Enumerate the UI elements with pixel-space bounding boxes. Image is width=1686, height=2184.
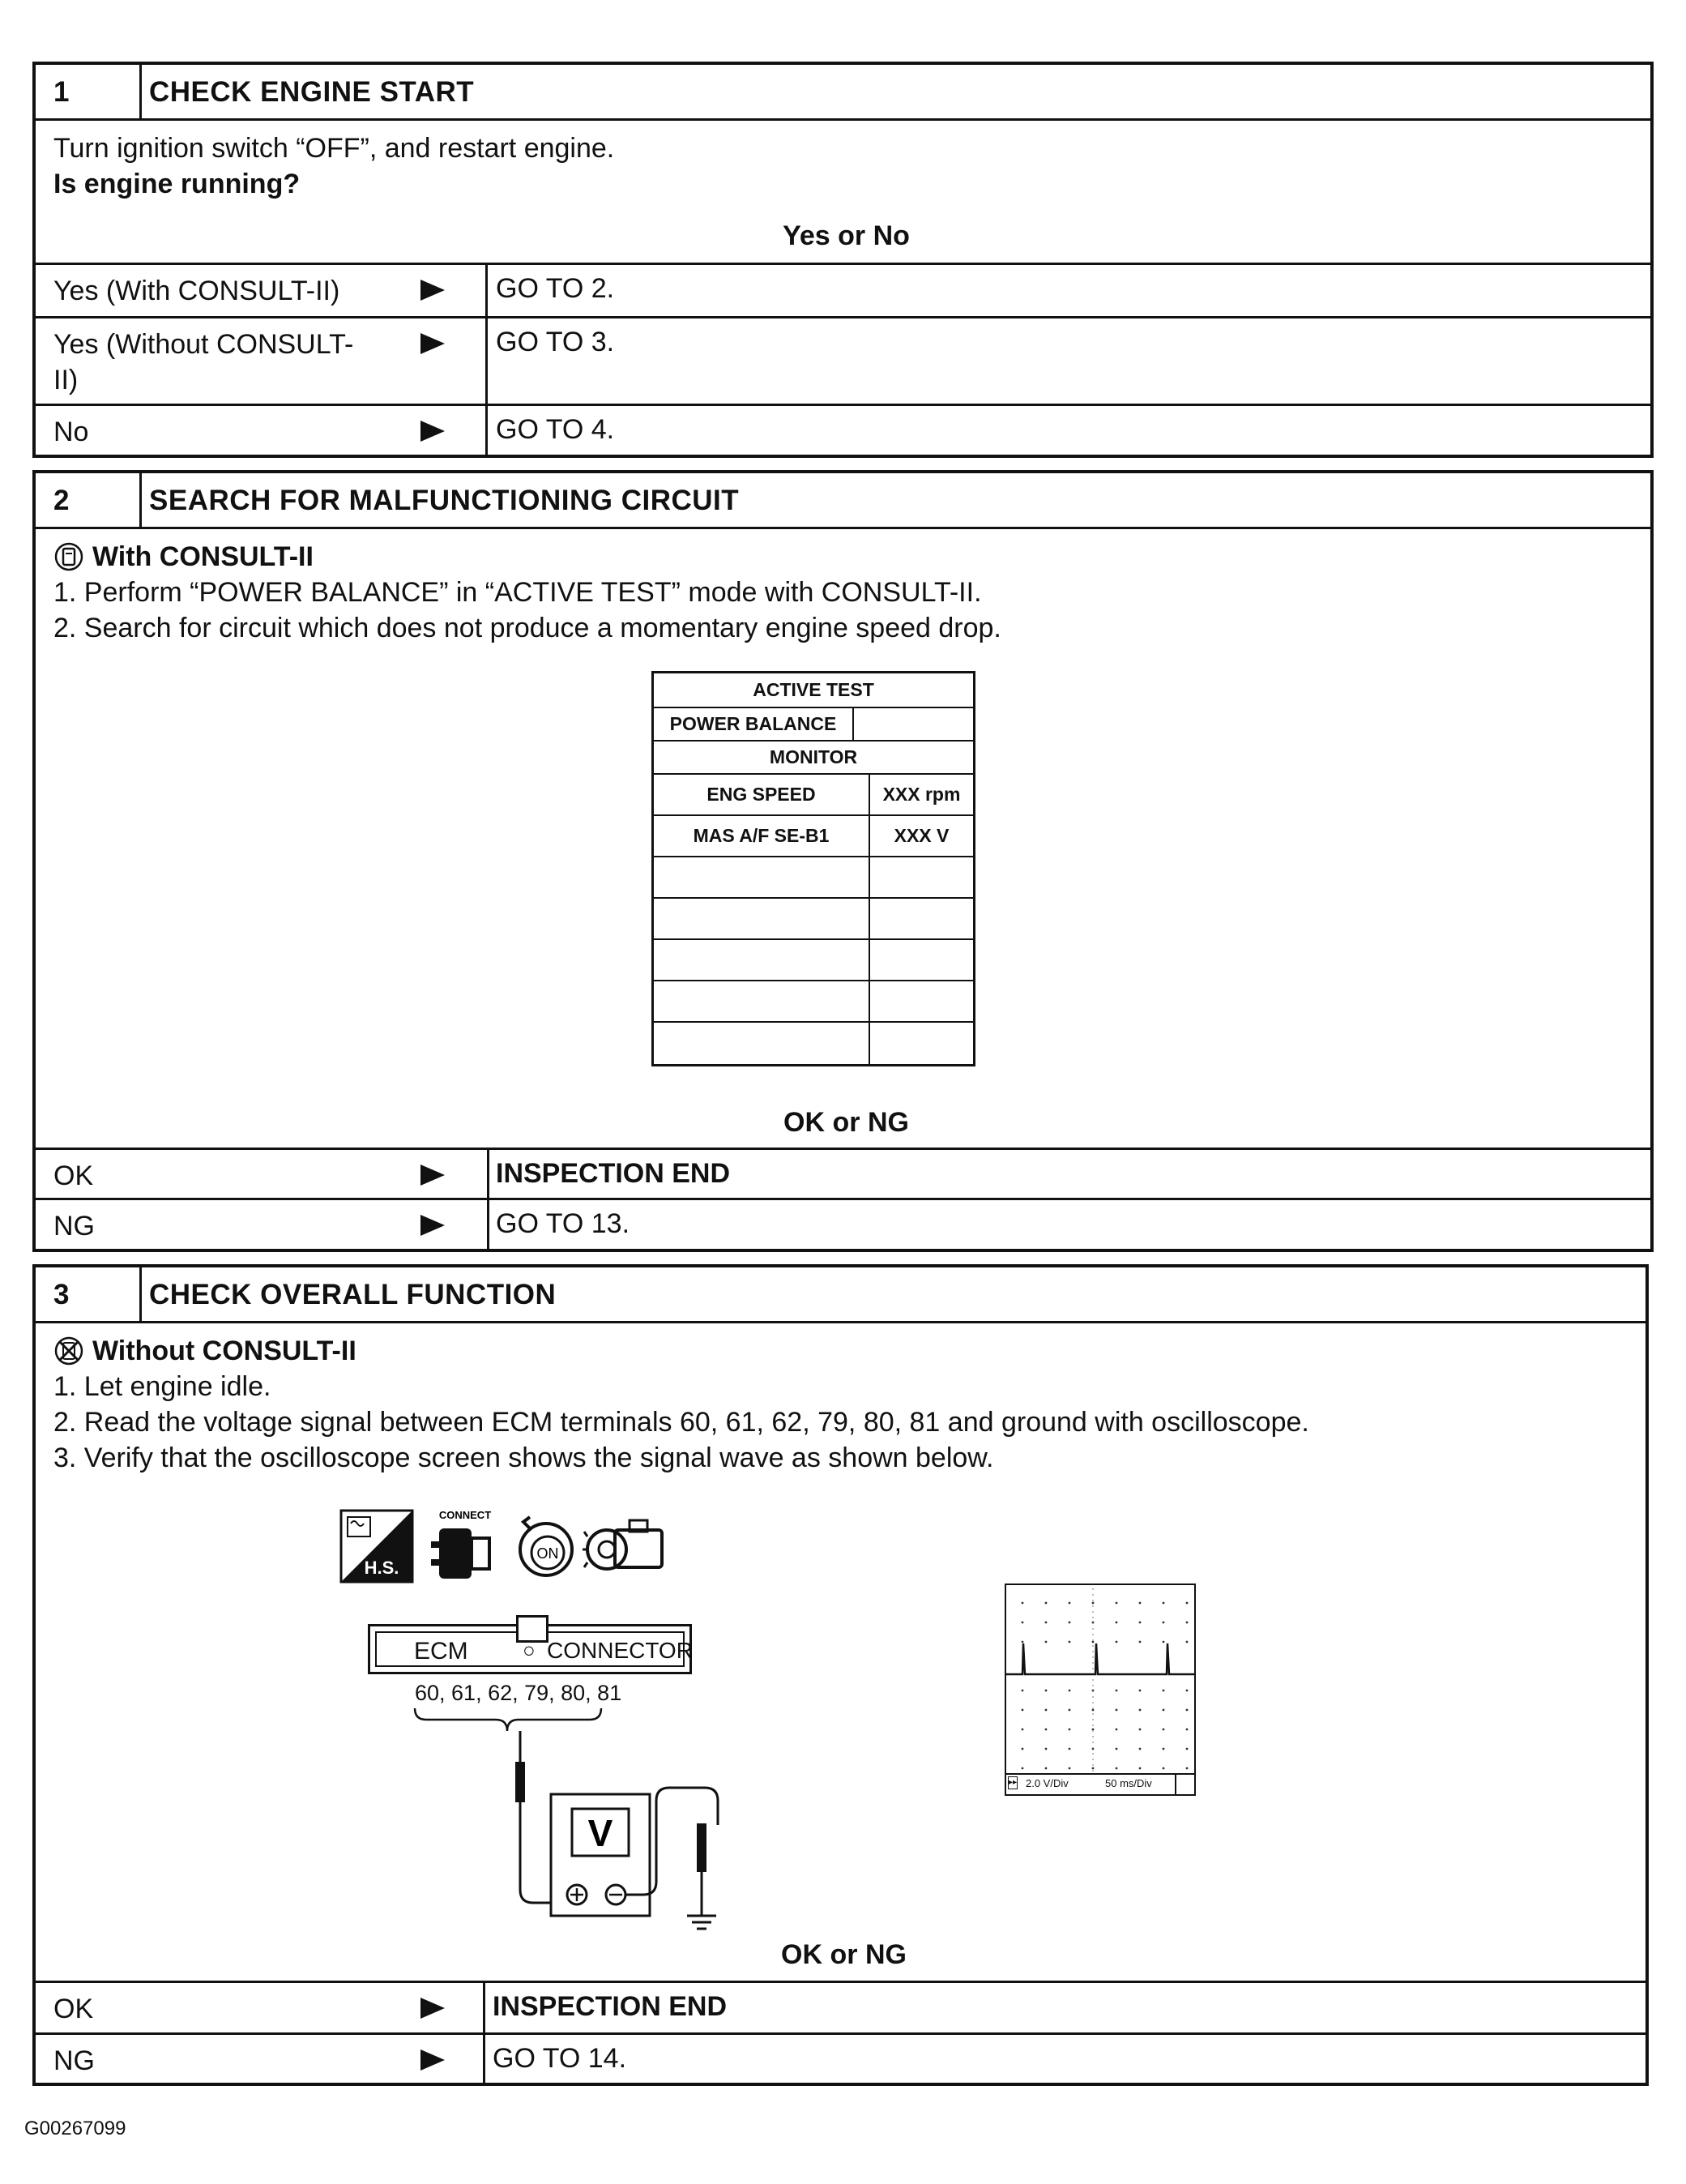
step-title: SEARCH FOR MALFUNCTIONING CIRCUIT (149, 485, 740, 516)
procedure-step: 2. Read the voltage signal between ECM terminals 60, 61, 62, 79, 80, 81 and ground with oscilloscope. (53, 1407, 1309, 1438)
result-row[interactable] (36, 1198, 1650, 1252)
result-row[interactable] (36, 316, 1650, 404)
procedure-step: 1. Let engine idle. (53, 1371, 271, 1402)
result-label: OK (53, 1160, 94, 1191)
engine-running-icon (583, 1512, 672, 1587)
result-label: No (53, 417, 89, 447)
result-row[interactable] (36, 1148, 1650, 1198)
arrow-right-icon (419, 330, 446, 357)
consult-mode-label: Without CONSULT-II (53, 1336, 356, 1367)
step-title: CHECK ENGINE START (149, 76, 475, 108)
active-test-screen (651, 671, 975, 1066)
no-consult-icon (53, 1336, 84, 1366)
step-number: 1 (53, 76, 70, 108)
monitor-item-name: ENG SPEED (706, 784, 816, 805)
connector-label-left: ECM (414, 1638, 468, 1665)
result-action: GO TO 4. (496, 414, 615, 445)
step-1-prompt: Yes or No (783, 220, 910, 251)
result-action: GO TO 3. (496, 327, 615, 357)
oscilloscope-waveform (1006, 1585, 1194, 1776)
procedure-step: 3. Verify that the oscilloscope screen shows the signal wave as shown below. (53, 1442, 994, 1473)
screen-test-item: POWER BALANCE (669, 713, 837, 734)
oscilloscope-scale-bar (1006, 1773, 1194, 1794)
time-scale: 50 ms/Div (1105, 1777, 1152, 1789)
arrow-right-icon (419, 1161, 446, 1189)
screen-monitor-label: MONITOR (769, 746, 858, 767)
result-row[interactable] (36, 2032, 1645, 2086)
consult-mode-label: With CONSULT-II (53, 541, 314, 573)
consult-tester-icon (53, 541, 84, 572)
arrow-right-icon (419, 1212, 446, 1239)
arrow-right-icon (419, 1994, 446, 2022)
monitor-item-value: XXX V (894, 825, 950, 846)
result-label: OK (53, 1994, 94, 2024)
hot-start-icon (339, 1509, 414, 1584)
voltmeter-label: V (587, 1812, 613, 1854)
condition-icons (339, 1509, 745, 1590)
ignition-icon-label: ON (536, 1545, 559, 1562)
step-1-block (32, 62, 1654, 458)
step-title: CHECK OVERALL FUNCTION (149, 1279, 557, 1310)
ignition-key-icon (514, 1514, 578, 1587)
step-2-prompt: OK or NG (783, 1107, 909, 1138)
result-label: Yes (Without CONSULT- II) (53, 329, 354, 395)
result-action: GO TO 13. (496, 1208, 630, 1239)
procedure-step: 1. Perform “POWER BALANCE” in “ACTIVE TEST” mode with CONSULT-II. (53, 577, 982, 608)
result-row[interactable] (36, 1981, 1645, 2032)
step-3-header (36, 1267, 1645, 1323)
step-1-header (36, 65, 1650, 121)
voltage-scale: 2.0 V/Div (1026, 1777, 1069, 1789)
step-2-block (32, 470, 1654, 1252)
step-number: 3 (53, 1279, 70, 1310)
step-number: 2 (53, 485, 70, 516)
terminal-numbers: 60, 61, 62, 79, 80, 81 (415, 1681, 622, 1705)
step-1-question: Is engine running? (53, 169, 301, 199)
procedure-step: 2. Search for circuit which does not produce a momentary engine speed drop. (53, 613, 1001, 643)
step-1-instruction: Turn ignition switch “OFF”, and restart engine. (53, 133, 615, 164)
arrow-right-icon (419, 276, 446, 304)
monitor-item-name: MAS A/F SE-B1 (693, 825, 830, 846)
result-label: NG (53, 2045, 95, 2076)
hs-icon-label: H.S. (364, 1558, 399, 1578)
figure-code: G00267099 (24, 2118, 126, 2139)
oscilloscope-screen (1005, 1584, 1196, 1796)
run-indicator-icon: ▸▸ (1008, 1776, 1018, 1789)
probe-diagram (368, 1608, 741, 1964)
arrow-right-icon (419, 417, 446, 445)
ecm-connector (368, 1624, 692, 1674)
connect-icon (425, 1509, 506, 1587)
result-action: INSPECTION END (493, 1991, 728, 2022)
result-row[interactable] (36, 404, 1650, 458)
result-label: Yes (With CONSULT-II) (53, 276, 340, 306)
wiring-diagram (368, 1703, 741, 1963)
result-action: INSPECTION END (496, 1158, 731, 1189)
connect-icon-label: CONNECT (438, 1509, 492, 1521)
screen-title: ACTIVE TEST (753, 679, 874, 700)
result-action: GO TO 2. (496, 273, 615, 304)
result-row[interactable] (36, 263, 1650, 316)
step-2-header (36, 473, 1650, 529)
monitor-item-value: XXX rpm (882, 784, 961, 805)
result-action: GO TO 14. (493, 2043, 627, 2074)
connector-label-right: CONNECTOR (547, 1638, 693, 1663)
connector-latch-icon: ○ (523, 1638, 536, 1662)
result-label: NG (53, 1211, 95, 1242)
arrow-right-icon (419, 2046, 446, 2074)
step-3-prompt: OK or NG (781, 1939, 907, 1970)
step-3-block (32, 1264, 1649, 2086)
